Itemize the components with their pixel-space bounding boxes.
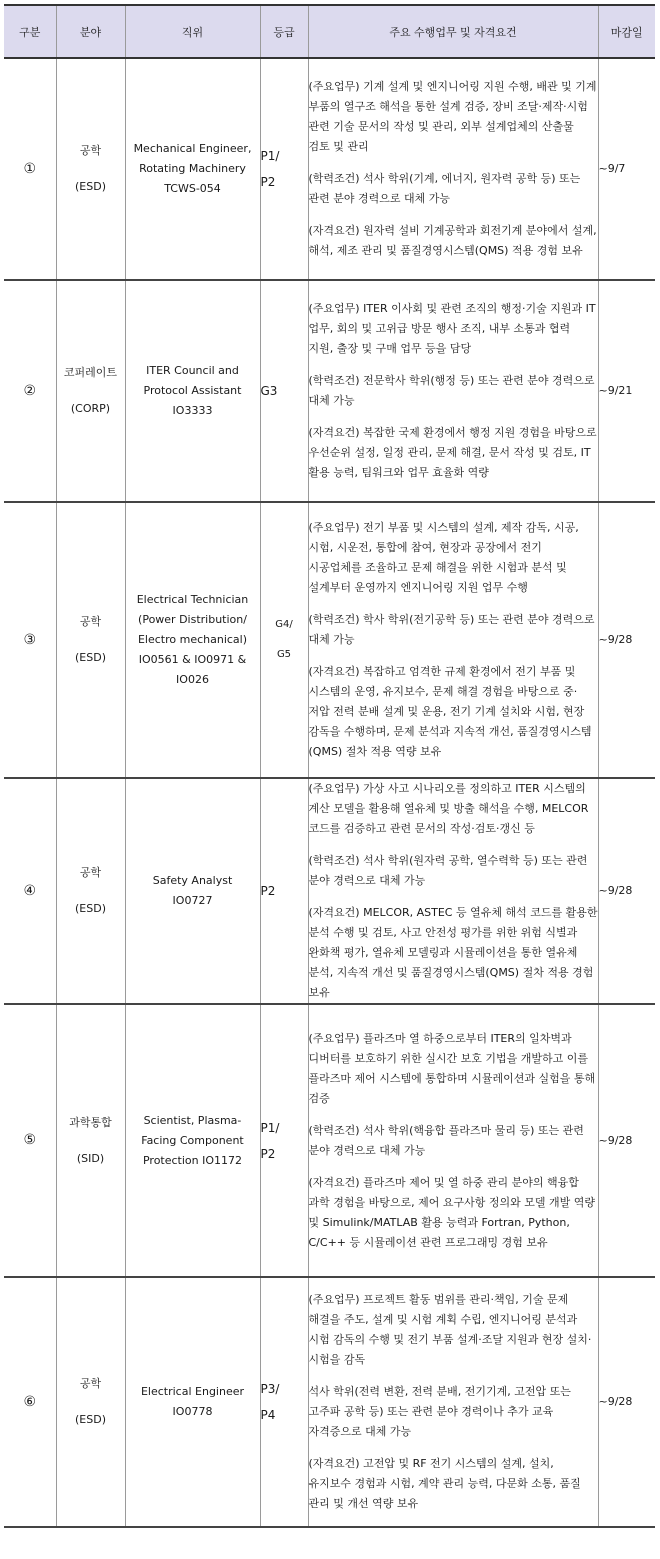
row-number: ②	[23, 382, 37, 399]
grade-cell	[260, 58, 308, 280]
row-number-cell	[4, 1004, 56, 1277]
position-cell	[125, 778, 260, 1004]
position-line: Mechanical Engineer,	[133, 142, 252, 155]
position-line: Electrical Technician	[136, 593, 249, 606]
row-number: ⑤	[23, 1132, 37, 1148]
education-paragraph: (학력조건) 석사 학위(핵융합 플라즈마 물리 등) 또는 관련 분야 경력으로 대체 가능	[308, 1123, 584, 1157]
qualification-paragraph: (자격요건) MELCOR, ASTEC 등 열유체 해석 코드를 활용한 분석 수행 및 검토, 사고 안전성 평가를 위한 위험 식별과 완화책 평가, 열유체 모델링과 시뮬레이션을 통한 열유체 분석, 지속적 개선 및 품질경영시스템(QMS) 절차 적용 경험 보유	[308, 906, 598, 999]
grade-line: P1/	[260, 149, 280, 163]
header-duties: 주요 수행업무 및 자격요건	[308, 5, 598, 58]
duty-paragraph: (주요업무) 전기 부품 및 시스템의 설계, 제작 감독, 시공, 시험, 시운전, 통합에 참여, 현장과 공장에서 전기 시공업체를 조율하고 문제 해결을 위한 시험과 분석 및 설계부터 운영까지 엔지니어링 지원 업무 수행	[308, 521, 579, 594]
header-field: 분야	[56, 5, 125, 58]
field-name: 공학	[79, 1377, 102, 1390]
row-number-cell	[4, 1277, 56, 1527]
field-cell	[56, 58, 125, 280]
row-number-cell	[4, 58, 56, 280]
duty-paragraph: (주요업무) 플라즈마 열 하중으로부터 ITER의 일차벽과 디버터를 보호하기 위한 실시간 보호 기법을 개발하고 이를 플라즈마 제어 시스템에 통합하며 시뮬레이션과 실험을 통해 검증	[308, 1031, 596, 1105]
field-name: 공학	[79, 866, 102, 879]
position-line: ITER Council and	[146, 364, 239, 377]
education-paragraph: (학력조건) 학사 학위(전기공학 등) 또는 관련 분야 경력으로 대체 가능	[308, 613, 595, 646]
field-cell	[56, 1004, 125, 1277]
position-line: IO0561 & IO0971 &	[138, 653, 247, 666]
qualification-paragraph: (자격요건) 복잡한 국제 환경에서 행정 지원 경험을 바탕으로 우선순위 설정, 일정 관리, 문제 해결, 문서 작성 및 검토, IT 활용 능력, 팀워크와 업무 효율화 역량	[308, 426, 597, 479]
position-cell	[125, 58, 260, 280]
position-cell	[125, 1004, 260, 1277]
table-row	[4, 1004, 655, 1277]
grade-line: G3	[260, 384, 278, 398]
field-code: (ESD)	[75, 1413, 106, 1426]
field-code: (ESD)	[75, 180, 106, 193]
duty-paragraph: (주요업무) 기계 설계 및 엔지니어링 지원 수행, 배관 및 기계 부품의 열구조 해석을 통한 설계 검증, 장비 조달·제작·시험 관련 기술 문서의 작성 및 관리, 외부 설계업체의 산출물 검토 및 관리	[308, 80, 597, 153]
deadline-cell	[598, 58, 655, 280]
deadline-cell	[598, 1277, 655, 1527]
table-row	[4, 778, 655, 1004]
row-number-cell	[4, 778, 56, 1004]
row-number-cell	[4, 280, 56, 502]
position-line: Safety Analyst IO0727	[152, 874, 233, 907]
field-name: 코퍼레이트	[63, 366, 118, 379]
position-line: TCWS-054	[164, 182, 221, 195]
header-row	[4, 5, 655, 58]
position-line: Protection IO1172	[142, 1153, 243, 1167]
table-row	[4, 58, 655, 280]
position-line: Scientist, Plasma-	[143, 1113, 242, 1127]
grade-line: G5	[276, 649, 292, 660]
field-cell	[56, 502, 125, 778]
position-line: Electro mechanical)	[137, 633, 248, 646]
deadline-cell	[598, 502, 655, 778]
table-row	[4, 502, 655, 778]
field-cell	[56, 778, 125, 1004]
field-code: (ESD)	[75, 902, 106, 915]
deadline: ~9/28	[598, 1133, 633, 1147]
header-position: 직위	[125, 5, 260, 58]
field-code: (SID)	[76, 1151, 105, 1165]
deadline: ~9/28	[598, 1395, 633, 1408]
field-name: 과학통합	[69, 1115, 112, 1129]
duties-cell	[308, 502, 598, 778]
grade-line: P2	[260, 175, 276, 189]
duties-cell	[308, 1277, 598, 1527]
position-line: (Power Distribution/	[138, 613, 247, 626]
position-line: Electrical Engineer	[140, 1385, 245, 1398]
field-code: (CORP)	[70, 402, 111, 415]
education-paragraph: 석사 학위(전력 변환, 전력 분배, 전기기계, 고전압 또는 고주파 공학 등) 또는 관련 분야 경력이나 추가 교육 자격증으로 대체 가능	[308, 1385, 571, 1438]
deadline: ~9/7	[598, 162, 626, 175]
row-number: ③	[23, 631, 37, 648]
position-cell	[125, 1277, 260, 1527]
field-code: (ESD)	[75, 651, 106, 664]
deadline-cell	[598, 280, 655, 502]
grade-line: P2	[260, 1146, 276, 1161]
duty-paragraph: (주요업무) 가상 사고 시나리오를 정의하고 ITER 시스템의 계산 모델을 활용해 열유체 및 방출 해석을 수행, MELCOR 코드를 검증하고 관련 문서의 작성·검토·갱신 등	[308, 782, 589, 835]
field-cell	[56, 1277, 125, 1527]
deadline: ~9/28	[598, 884, 633, 897]
row-number: ⑥	[23, 1393, 37, 1410]
header-number: 구분	[4, 5, 56, 58]
qualification-paragraph: (자격요건) 복잡하고 엄격한 규제 환경에서 전기 부품 및 시스템의 운영, 유지보수, 문제 해결 경험을 바탕으로 중·저압 전력 분배 설계 및 운용, 전기 기계 설치와 시험, 현장 감독을 수행하며, 문제 분석과 지속적 개선, 품질경영시스템(QMS) 절차 적용 역량 보유	[308, 665, 592, 758]
qualification-paragraph: (자격요건) 고전압 및 RF 전기 시스템의 설계, 설치, 유지보수 경험과 시험, 계약 관리 능력, 다문화 소통, 품질 관리 및 개선 역량 보유	[308, 1457, 581, 1510]
grade-cell	[260, 1277, 308, 1527]
duties-cell	[308, 778, 598, 1004]
grade-line: P4	[260, 1408, 276, 1422]
education-paragraph: (학력조건) 석사 학위(기계, 에너지, 원자력 공학 등) 또는 관련 분야 경력으로 대체 가능	[308, 172, 581, 205]
table-row	[4, 280, 655, 502]
row-number: ①	[23, 160, 37, 177]
position-cell	[125, 502, 260, 778]
duties-cell	[308, 58, 598, 280]
position-cell	[125, 280, 260, 502]
qualification-paragraph: (자격요건) 플라즈마 제어 및 열 하중 관리 분야의 핵융합 과학 경험을 바탕으로, 제어 요구사항 정의와 모델 개발 역량 및 Simulink/MATLAB 활용 능력과 Fortran, Python, C/C++ 등 시뮬레이션 관련 프로그래밍 경험 보유	[308, 1175, 595, 1249]
grade-line: P3/	[260, 1382, 280, 1396]
duties-cell	[308, 1004, 598, 1277]
position-line: Rotating Machinery	[139, 162, 246, 175]
deadline: ~9/28	[598, 633, 633, 646]
education-paragraph: (학력조건) 전문학사 학위(행정 등) 또는 관련 분야 경력으로 대체 가능	[308, 374, 595, 407]
field-name: 공학	[79, 144, 102, 157]
grade-cell	[260, 502, 308, 778]
position-line: Protocol Assistant	[143, 384, 242, 397]
position-line: IO0778	[172, 1405, 213, 1418]
qualification-paragraph: (자격요건) 원자력 설비 기계공학과 회전기계 분야에서 설계, 해석, 제조 관리 및 품질경영시스템(QMS) 적용 경험 보유	[308, 224, 597, 257]
deadline-cell	[598, 778, 655, 1004]
position-line: IO3333	[172, 404, 213, 417]
deadline: ~9/21	[598, 384, 633, 397]
position-line: Facing Component	[141, 1133, 244, 1147]
grade-line: G4/	[275, 619, 293, 630]
grade-cell	[260, 778, 308, 1004]
table-row	[4, 1277, 655, 1527]
job-postings-table	[4, 4, 655, 1528]
row-number-cell	[4, 502, 56, 778]
duty-paragraph: (주요업무) ITER 이사회 및 관련 조직의 행정·기술 지원과 IT 업무, 회의 및 고위급 방문 행사 조직, 내부 소통과 협력 지원, 출장 및 구매 업무 등을 담당	[308, 302, 596, 355]
position-line: IO026	[176, 673, 209, 686]
grade-cell	[260, 280, 308, 502]
grade-line: P2	[260, 884, 276, 898]
grade-cell	[260, 1004, 308, 1277]
grade-line: P1/	[260, 1120, 280, 1135]
field-cell	[56, 280, 125, 502]
field-name: 공학	[79, 615, 102, 628]
duty-paragraph: (주요업무) 프로젝트 활동 범위를 관리·책임, 기술 문제 해결을 주도, 설계 및 시험 계획 수립, 엔지니어링 분석과 시험 감독의 수행 및 전기 부품 설계·조달 지원과 현장 설치·시험을 감독	[308, 1293, 592, 1366]
duties-cell	[308, 280, 598, 502]
header-grade: 등급	[260, 5, 308, 58]
header-deadline: 마감일	[598, 5, 655, 58]
education-paragraph: (학력조건) 석사 학위(원자력 공학, 열수력학 등) 또는 관련 분야 경력으로 대체 가능	[308, 854, 588, 887]
deadline-cell	[598, 1004, 655, 1277]
row-number: ④	[23, 882, 37, 899]
